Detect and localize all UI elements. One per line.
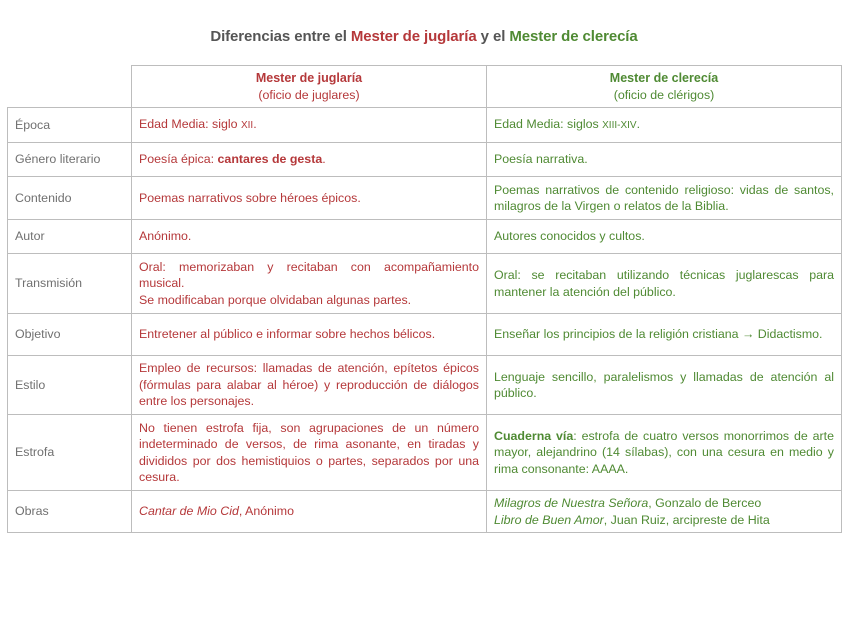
row-label-estrofa: Estrofa [8,415,132,491]
header-clerecia-sub: (oficio de clérigos) [613,87,715,102]
table-row-autor [8,220,842,254]
row-label-transmision: Transmisión [8,254,132,314]
table-row-estilo [8,356,842,415]
cell-text: Edad Media: siglos [494,116,603,131]
cell-autor-clerecia: Autores conocidos y cultos. [487,220,842,254]
cell-estilo-juglaria: Empleo de recursos: llamadas de atención, epítetos épicos (fórmulas para alabar al héroe) y reproducción de diálogos entre los personajes. [132,356,487,415]
table-row-estrofa [8,415,842,491]
work-title: Libro de Buen Amor [494,512,604,527]
table-row-objetivo [8,314,842,356]
cell-transmision-juglaria [132,254,487,314]
row-label-contenido: Contenido [8,177,132,220]
cell-obras-juglaria [132,491,487,533]
table-row-contenido [8,177,842,220]
row-label-autor: Autor [8,220,132,254]
cell-line: Se modificaban porque olvidaban algunas partes. [139,292,412,307]
cell-objetivo-clerecia: Enseñar los principios de la religión cristiana → Didactismo. [487,314,842,356]
cell-transmision-clerecia: Oral: se recitaban utilizando técnicas juglarescas para mantener la atención del público. [487,254,842,314]
table-row-genero [8,143,842,177]
cell-text-end: . [322,152,326,167]
cell-text-end: . [253,116,257,131]
century-numeral: XII [240,119,254,131]
title-middle: y el [476,28,510,45]
cell-bold-text: Cuaderna vía [494,428,574,443]
cell-text: : estrofa de cuatro versos monorrimos de arte mayor, alejandrino (14 sílabas), con una cesura en medio y rima consonante: AAAA. [494,428,834,476]
cell-estrofa-juglaria: No tienen estrofa fija, son agrupaciones de un número indeterminado de versos, de rima asonante, en tiradas y divididos por dos hemistiquios o partes, separados por una cesura. [132,415,487,491]
cell-text: Edad Media: siglo [139,116,241,131]
work-author: , Anónimo [238,504,294,519]
cell-epoca-juglaria [132,108,487,143]
header-clerecia [487,66,842,108]
work-author: , Gonzalo de Berceo [648,496,762,510]
header-clerecia-main: Mester de clerecía [609,71,719,85]
table-row-epoca [8,108,842,143]
cell-text-end: . [636,116,641,131]
work-title: Cantar de Mio Cid [139,504,239,519]
title-clerecia: Mester de clerecía [509,28,638,45]
cell-estrofa-clerecia [487,415,842,491]
comparison-table [7,65,842,533]
century-numeral: XIII-XIV [602,119,637,131]
cell-bold-text: cantares de gesta [217,152,323,167]
cell-contenido-clerecia: Poemas narrativos de contenido religioso: vidas de santos, milagros de la Virgen o relatos de la Biblia. [487,177,842,220]
table-row-obras [8,491,842,533]
cell-objetivo-juglaria: Entretener al público e informar sobre hechos bélicos. [132,314,487,356]
page-title [0,28,848,45]
title-juglaria: Mester de juglaría [350,28,477,45]
work-title: Milagros de Nuestra Señora [494,496,649,510]
cell-autor-juglaria: Anónimo. [132,220,487,254]
work-line [494,512,834,529]
cell-contenido-juglaria: Poemas narrativos sobre héroes épicos. [132,177,487,220]
header-juglaria [132,66,487,108]
cell-epoca-clerecia [487,108,842,143]
row-label-obras: Obras [8,491,132,533]
cell-genero-clerecia: Poesía narrativa. [487,143,842,177]
header-corner [8,66,132,108]
title-prefix: Diferencias entre el [210,28,351,45]
header-juglaria-sub: (oficio de juglares) [258,87,360,102]
cell-obras-clerecia [487,491,842,533]
table-row-transmision [8,254,842,314]
cell-line: Oral: memorizaban y recitaban con acompañamiento musical. [139,259,479,291]
row-label-objetivo: Objetivo [8,314,132,356]
work-line [494,495,834,512]
cell-text: Poesía épica: [139,152,218,167]
header-juglaria-main: Mester de juglaría [255,71,363,85]
cell-estilo-clerecia: Lenguaje sencillo, paralelismos y llamadas de atención al público. [487,356,842,415]
row-label-epoca: Época [8,108,132,143]
table-header-row [8,66,842,108]
row-label-genero: Género literario [8,143,132,177]
work-author: , Juan Ruiz, arcipreste de Hita [603,512,770,527]
row-label-estilo: Estilo [8,356,132,415]
cell-genero-juglaria [132,143,487,177]
